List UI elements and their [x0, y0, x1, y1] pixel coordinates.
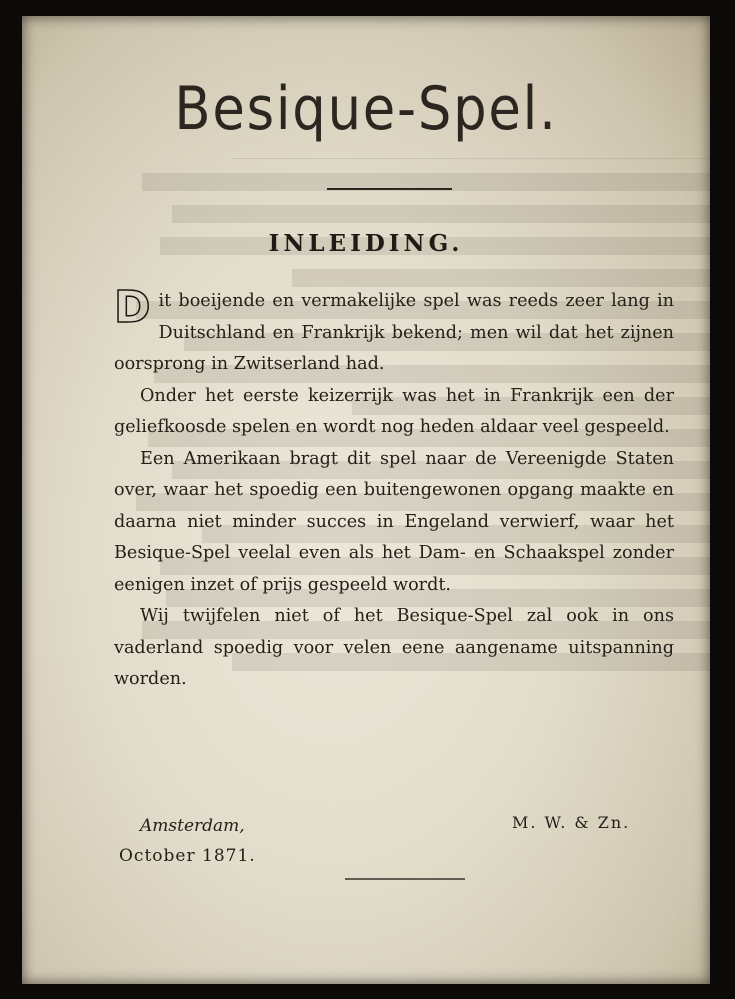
- body-text: [114, 282, 674, 696]
- paragraph-1-text: it boeijende en vermakelijke spel was reeds zeer lang in Duitschland en Frankrijk bekend; men wil dat het zijnen oorsprong in Zwitserland had.: [114, 291, 674, 374]
- paragraph-1: [114, 282, 674, 381]
- date-line: October 1871.: [119, 846, 256, 866]
- place-line: Amsterdam,: [140, 816, 245, 836]
- closing-rule: [345, 878, 465, 880]
- document-title: Besique-Spel.: [174, 74, 558, 144]
- paragraph-3: Een Amerikaan bragt dit spel naar de Vereenigde Staten over, waar het spoedig een buitengewonen opgang maakte en daarna niet minder succes in Engeland verwierf, waar het Besique-Spel veelal even als het Dam- en Schaakspel zonder eenigen inzet of prijs gespeeld wordt.: [114, 448, 674, 595]
- paragraph-2: Onder het eerste keizerrijk was het in Frankrijk een der geliefkoosde spelen en wordt nog heden aldaar veel gespeeld.: [114, 385, 674, 437]
- drop-cap: D: [114, 282, 151, 333]
- section-heading: INLEIDING.: [268, 230, 464, 257]
- paper-page: [22, 16, 710, 984]
- publisher-signature: M. W. & Zn.: [512, 813, 631, 832]
- title-rule: [327, 188, 452, 190]
- paragraph-4: Wij twijfelen niet of het Besique-Spel zal ook in ons vaderland spoedig voor velen eene aangename uitspanning worden.: [114, 606, 674, 689]
